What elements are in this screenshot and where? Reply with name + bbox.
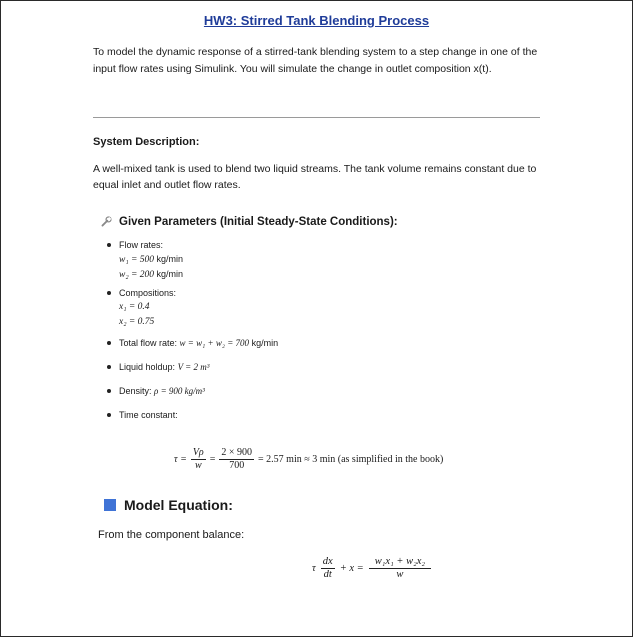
fraction-dx-dt: $\frac{dx}{dt}$ <box>322 556 333 580</box>
model-equation-title: Model Equation: <box>124 497 233 513</box>
section-divider <box>93 117 540 118</box>
list-item-time-constant: Time constant: <box>107 408 278 422</box>
component-balance-text: From the component balance: <box>98 529 245 541</box>
list-item-total-flow: Total flow rate: w = w₁ + w₂ = 700 kg/min <box>107 336 278 350</box>
fraction-rhs: $\frac{\text{w₁x₁ + w₂x₂}}{w}$ <box>369 556 431 581</box>
given-parameters-heading <box>100 215 398 228</box>
x2-value: x₂ = 0.75 <box>119 317 155 327</box>
x1-value: x₁ = 0.4 <box>119 302 150 312</box>
model-equation-heading <box>104 497 233 513</box>
list-item-compositions: Compositions: <box>107 286 278 300</box>
given-parameters-title: Given Parameters (Initial Steady-State Conditions): <box>119 215 398 228</box>
list-item-density: Density: ρ = 900 kg/m³ <box>107 384 278 398</box>
w1-value: w₁ = 500 kg/min <box>119 254 183 265</box>
equals-sign: = <box>209 454 216 465</box>
fraction-numeric: $\frac{2 \times 900}{700}$ <box>221 447 253 471</box>
list-item-holdup: Liquid holdup: V = 2 m³ <box>107 360 278 374</box>
parameter-list <box>107 238 278 422</box>
system-description-heading: System Description: <box>93 136 200 148</box>
list-item-flow-rates: Flow rates: <box>107 238 278 252</box>
w2-value: w₂ = 200 kg/min <box>119 269 183 280</box>
tau-result: = 2.57 min ≈ 3 min (as simplified in the book) <box>258 454 444 465</box>
model-equation <box>312 556 431 581</box>
wrench-icon <box>100 215 113 228</box>
plus-x-equals: + x = <box>339 563 364 574</box>
page-title: HW3: Stirred Tank Blending Process <box>203 13 430 28</box>
system-description-text: A well-mixed tank is used to blend two liquid streams. The tank volume remains constant due to equal inlet and outlet flow rates. <box>93 163 537 191</box>
fraction-vrho-over-w: $\frac{V\rho}{w}$ <box>192 447 204 471</box>
tau-lhs: τ = <box>174 454 187 465</box>
intro-paragraph: To model the dynamic response of a stirred-tank blending system to a step change in one of the input flow rates using Simulink. You will simulate the change in outlet composition x(t). <box>93 46 538 75</box>
blue-square-icon <box>104 499 116 511</box>
tau-symbol: τ <box>312 563 316 574</box>
time-constant-equation <box>174 447 443 472</box>
